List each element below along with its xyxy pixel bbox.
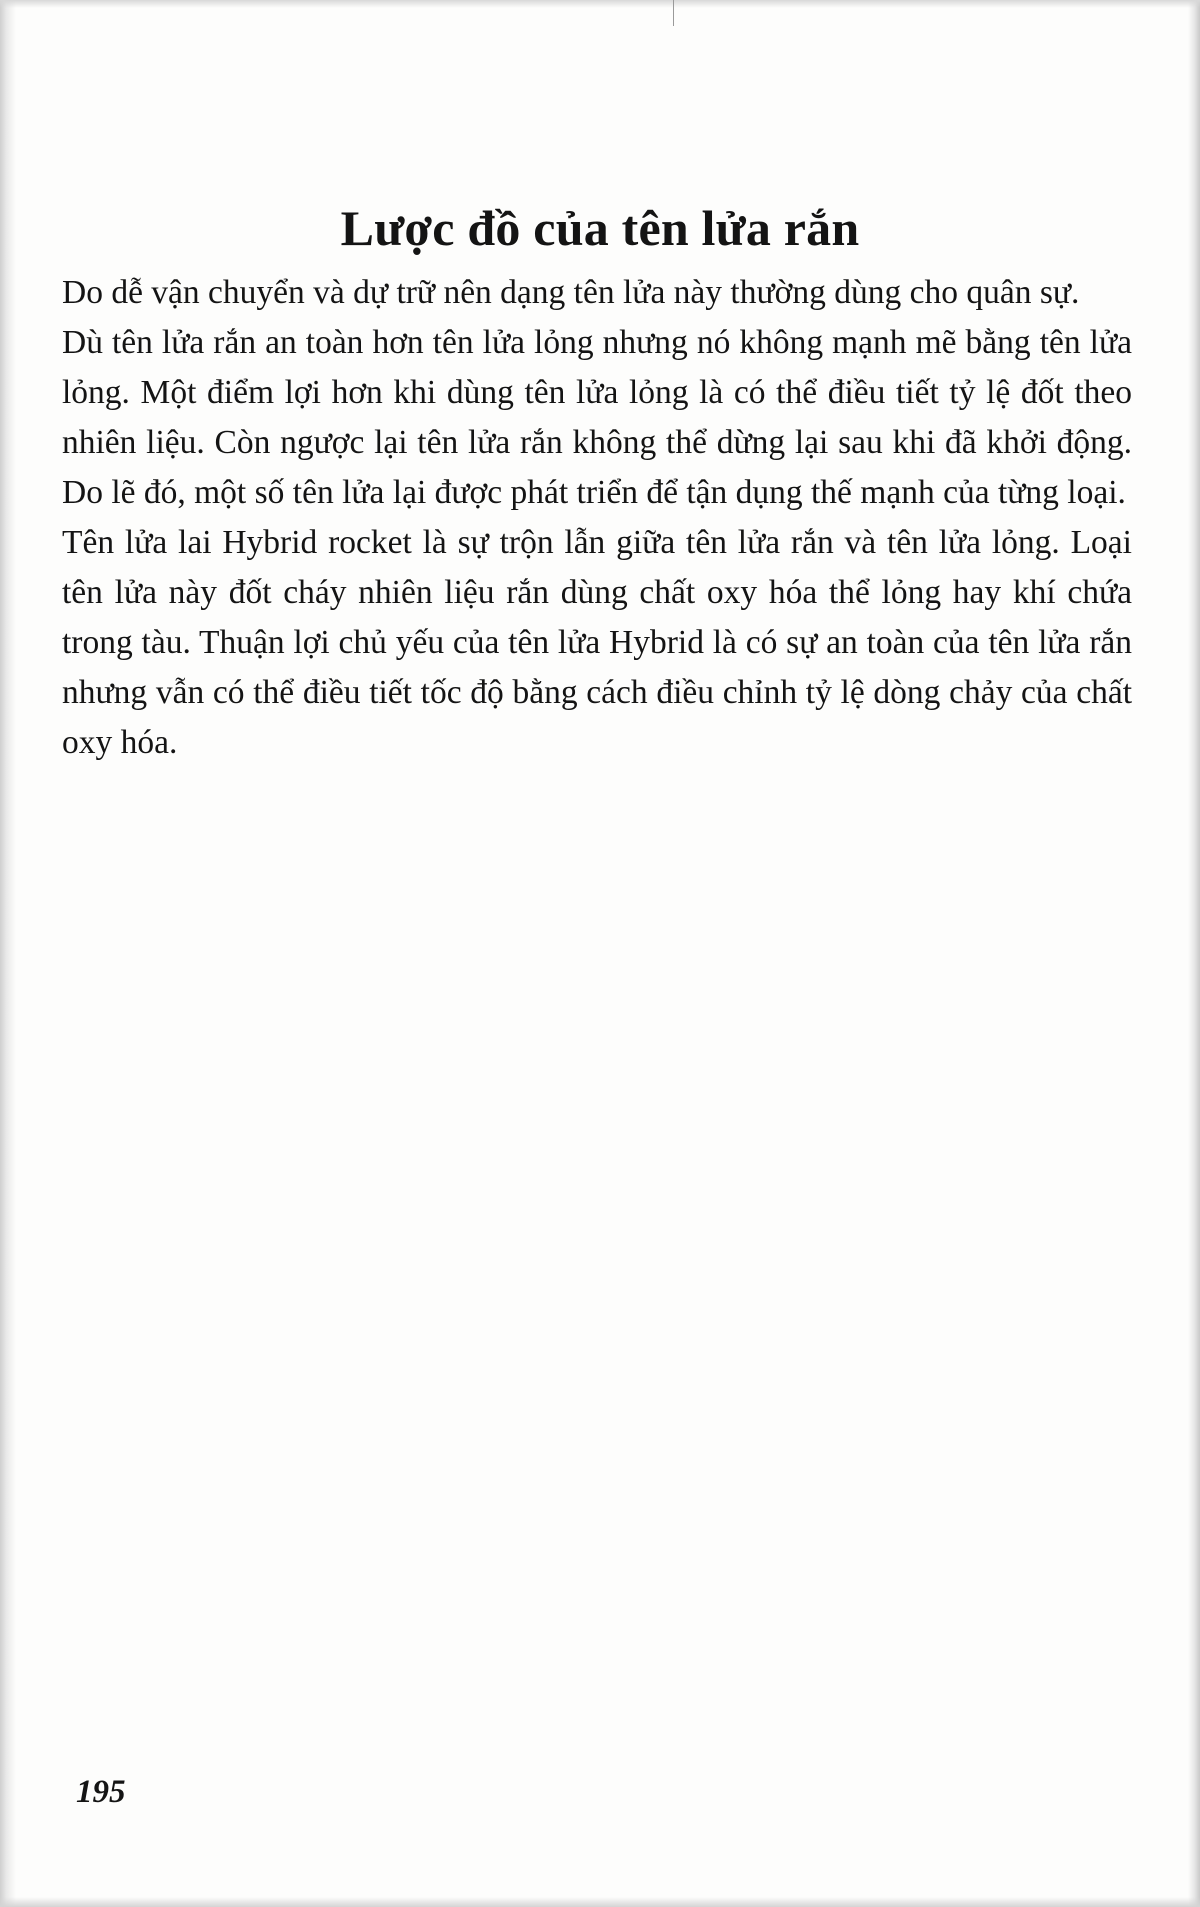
paragraph-3: Tên lửa lai Hybrid rocket là sự trộn lẫn giữa tên lửa rắn và tên lửa lỏng. Loại tên lửa này đốt cháy nhiên liệu rắn dùng chất oxy hóa thể lỏng hay khí chứa trong tàu. Thuận lợi chủ yếu của tên lửa Hybrid là có sự an toàn của tên lửa rắn nhưng vẫn có thể điều tiết tốc độ bằng cách điều chỉnh tỷ lệ dòng chảy của chất oxy hóa. (62, 524, 1132, 761)
page-number: 195 (76, 1774, 126, 1810)
scan-edge-left (0, 0, 16, 1907)
scan-edge-right (1188, 0, 1200, 1907)
scan-edge-bottom (0, 1897, 1200, 1907)
scan-fold-mark (673, 0, 674, 26)
page-title: Lược đồ của tên lửa rắn (340, 200, 860, 256)
scan-edge-top (0, 0, 1200, 8)
body-text (62, 268, 1132, 768)
paragraph-2: Dù tên lửa rắn an toàn hơn tên lửa lỏng nhưng nó không mạnh mẽ bằng tên lửa lỏng. Một điểm lợi hơn khi dùng tên lửa lỏng là có thể điều tiết tỷ lệ đốt theo nhiên liệu. Còn ngược lại tên lửa rắn không thể dừng lại sau khi đã khởi động. Do lẽ đó, một số tên lửa lại được phát triển để tận dụng thế mạnh của từng loại. (62, 324, 1132, 511)
paragraph-1: Do dễ vận chuyển và dự trữ nên dạng tên lửa này thường dùng cho quân sự. (62, 274, 1080, 311)
